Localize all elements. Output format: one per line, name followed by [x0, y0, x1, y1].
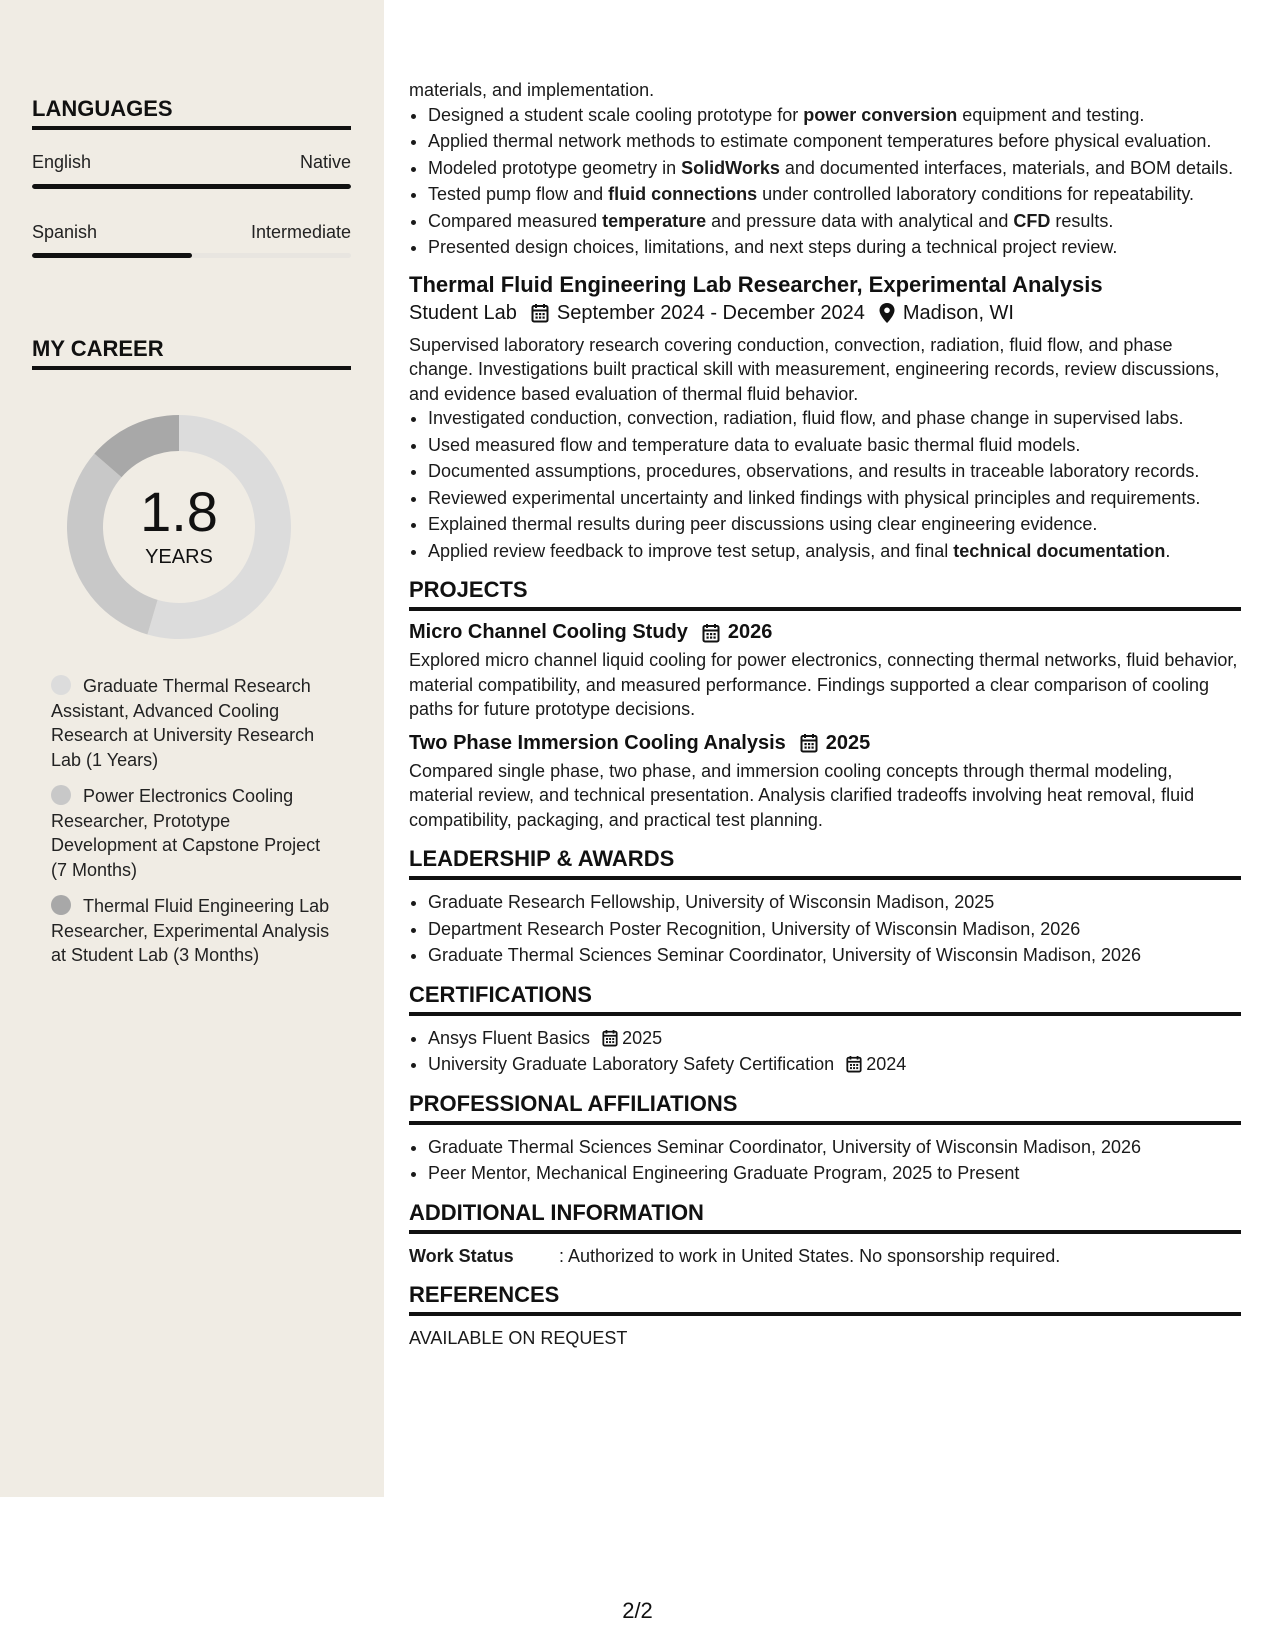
certification-name: • Ansys Fluent Basics — [428, 1027, 591, 1048]
leadership-list — [409, 890, 1241, 968]
project-description: Compared single phase, two phase, and immersion cooling concepts through thermal modeling, material review, and technical presentation. Analysis clarified tradeoffs involving heat removal, fluid compatibility, packaging, and practical test planning. — [409, 760, 1195, 830]
list-item: • Department Research Poster Recognition, University of Wisconsin Madison, 2026 — [428, 917, 1241, 942]
sidebar — [0, 0, 384, 1497]
legend-dot-icon — [51, 895, 71, 915]
language-name: English — [32, 152, 92, 172]
language-bar-fill — [32, 253, 192, 258]
language-row-spanish — [32, 222, 351, 243]
certifications-heading: CERTIFICATIONS — [409, 982, 1241, 1016]
career-item — [51, 784, 341, 882]
list-item: • Graduate Research Fellowship, University of Wisconsin Madison, 2025 — [428, 890, 1241, 915]
language-name: Spanish — [32, 222, 98, 242]
bullet-item: • Compared measured temperature and pressure data with analytical and CFD results. — [428, 209, 1241, 234]
legend-dot-icon — [51, 785, 71, 805]
project-title: Micro Channel Cooling Study — [409, 621, 688, 643]
certification-year: 2024 — [866, 1054, 907, 1074]
location-pin-icon — [879, 303, 895, 323]
bullet-item: • Used measured flow and temperature data to evaluate basic thermal fluid models. — [428, 433, 1241, 458]
job-title: Thermal Fluid Engineering Lab Researcher, Experimental Analysis — [409, 271, 1103, 297]
career-list — [51, 674, 341, 980]
bullet-item: • Explained thermal results during peer discussions using clear engineering evidence. — [428, 512, 1241, 537]
project-year: 2025 — [825, 731, 871, 754]
bullet-item: • Designed a student scale cooling prototype for power conversion equipment and testing. — [428, 103, 1241, 128]
work-status-label: Work Status — [409, 1245, 514, 1266]
career-donut-chart — [66, 414, 292, 640]
career-item — [51, 894, 341, 968]
job-summary: Supervised laboratory research covering conduction, convection, radiation, fluid flow, and phase change. Investigations built practical skill with measurement, engineering records, review discussions, and evidence based evaluation of thermal fluid behavior. — [409, 334, 1220, 404]
job-company: Student Lab — [409, 301, 517, 324]
work-status-value: : Authorized to work in United States. No sponsorship required. — [559, 1245, 1061, 1266]
certifications-list — [409, 1026, 1241, 1077]
language-level: Intermediate — [250, 222, 351, 242]
bullet-item: • Applied thermal network methods to estimate component temperatures before physical evaluation. — [428, 129, 1241, 154]
certification-name: • University Graduate Laboratory Safety Certification — [428, 1054, 835, 1074]
bullet-item: • Applied review feedback to improve test setup, analysis, and final technical documentation. — [428, 539, 1241, 564]
bullet-item: • Investigated conduction, convection, radiation, fluid flow, and phase change in supervised labs. — [428, 406, 1241, 431]
bullet-item: • Modeled prototype geometry in SolidWorks and documented interfaces, materials, and BOM details. — [428, 156, 1241, 181]
list-item: • Graduate Thermal Sciences Seminar Coordinator, University of Wisconsin Madison, 2026 — [428, 943, 1241, 968]
bullet-item: • Documented assumptions, procedures, observations, and results in traceable laboratory records. — [428, 459, 1241, 484]
project-description: Explored micro channel liquid cooling for power electronics, connecting thermal networks, fluid behavior, material compatibility, and measured performance. Findings supported a clear comparison of cooling paths for future prototype decisions. — [409, 650, 1238, 719]
calendar-icon — [602, 1029, 618, 1047]
career-years-value: 1.8 — [140, 479, 218, 543]
career-item-text: Thermal Fluid Engineering Lab Researcher, Experimental Analysis at Student Lab (3 Months) — [51, 896, 330, 965]
career-item-text: Graduate Thermal Research Assistant, Advanced Cooling Research at University Research Lab (1 Years) — [51, 676, 315, 770]
continued-text: materials, and implementation. — [409, 80, 655, 100]
affiliations-list — [409, 1135, 1241, 1186]
language-row-english — [32, 152, 351, 173]
career-donut-center — [66, 414, 292, 640]
language-bar-spanish — [32, 253, 351, 258]
bullet-item: • Tested pump flow and fluid connections under controlled laboratory conditions for repeatability. — [428, 182, 1241, 207]
certification-year: 2025 — [622, 1027, 663, 1048]
job-meta — [409, 302, 1241, 325]
certification-item — [428, 1026, 1241, 1051]
previous-job-bullets — [409, 103, 1241, 260]
language-bar-fill — [32, 184, 351, 189]
project-title-row — [409, 621, 1241, 644]
language-bar-english — [32, 184, 351, 189]
languages-heading: LANGUAGES — [32, 96, 351, 130]
project-title: Two Phase Immersion Cooling Analysis — [409, 731, 786, 754]
projects-heading: PROJECTS — [409, 577, 1241, 611]
work-status-row — [409, 1244, 1241, 1269]
job-bullets — [409, 406, 1241, 563]
bullet-item: • Presented design choices, limitations, and next steps during a technical project review. — [428, 235, 1241, 260]
certification-item — [428, 1052, 1241, 1077]
leadership-heading: LEADERSHIP & AWARDS — [409, 846, 1241, 880]
career-heading: MY CAREER — [32, 336, 351, 370]
job-location: Madison, WI — [902, 301, 1014, 324]
bullet-item: • Reviewed experimental uncertainty and linked findings with physical principles and requirements. — [428, 486, 1241, 511]
legend-dot-icon — [51, 675, 71, 695]
additional-info-heading: ADDITIONAL INFORMATION — [409, 1200, 1241, 1234]
main-content — [409, 78, 1241, 1351]
references-text: AVAILABLE ON REQUEST — [409, 1328, 628, 1348]
references-heading: REFERENCES — [409, 1282, 1241, 1316]
language-level: Native — [299, 152, 351, 172]
page-number: 2/2 — [622, 1598, 653, 1623]
calendar-icon — [702, 623, 720, 643]
list-item: • Peer Mentor, Mechanical Engineering Graduate Program, 2025 to Present — [428, 1161, 1241, 1186]
career-years-unit: YEARS — [145, 545, 213, 568]
calendar-icon — [531, 303, 549, 323]
project-year: 2026 — [727, 621, 773, 643]
job-dates: September 2024 - December 2024 — [556, 301, 865, 324]
calendar-icon — [800, 733, 818, 753]
calendar-icon — [846, 1055, 862, 1073]
career-item-text: Power Electronics Cooling Researcher, Prototype Development at Capstone Project (7 Months) — [51, 786, 321, 880]
project-title-row — [409, 732, 1241, 755]
affiliations-heading: PROFESSIONAL AFFILIATIONS — [409, 1091, 1241, 1125]
career-item — [51, 674, 341, 772]
list-item: • Graduate Thermal Sciences Seminar Coordinator, University of Wisconsin Madison, 2026 — [428, 1135, 1241, 1160]
